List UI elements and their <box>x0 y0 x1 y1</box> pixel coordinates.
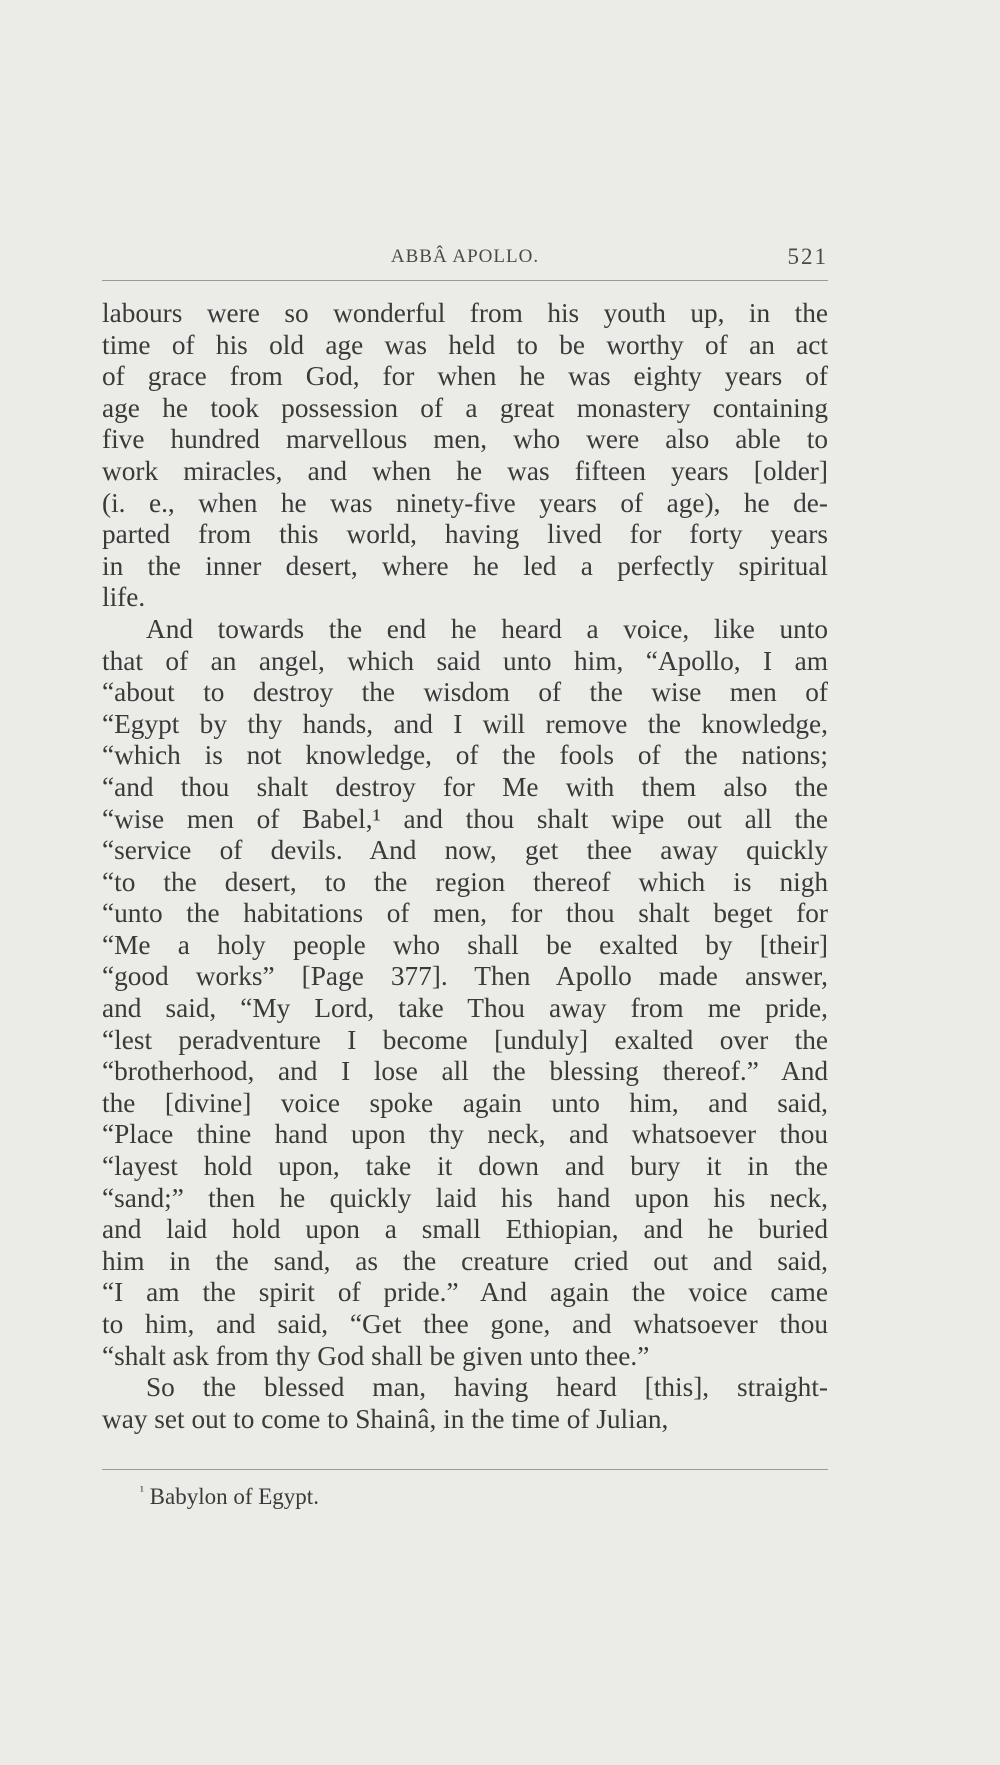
text-line: “service of devils. And now, get thee away quickly <box>102 835 828 866</box>
text-line: and laid hold upon a small Ethiopian, and he buried <box>102 1214 828 1245</box>
text-line: “Me a holy people who shall be exalted by [their] <box>102 929 828 960</box>
text-line: the [divine] voice spoke again unto him, and said, <box>102 1087 828 1118</box>
running-title: ABBÂ APOLLO. <box>390 246 540 267</box>
text-line: labours were so wonderful from his youth up, in the <box>102 298 828 328</box>
text-line: way set out to come to Shainâ, in the time of Julian, <box>102 1403 669 1434</box>
text-line: “and thou shalt destroy for Me with them also the <box>102 771 828 802</box>
text-line: age he took possession of a great monastery containing <box>102 392 828 423</box>
footnote-marker: ¹ <box>140 1483 144 1498</box>
text-line: “wise men of Babel,¹ and thou shalt wipe out all the <box>102 803 828 834</box>
footnote-rule <box>102 1469 828 1470</box>
text-line: “layest hold upon, take it down and bury it in the <box>102 1151 828 1182</box>
text-line: “Egypt by thy hands, and I will remove the knowledge, <box>102 708 828 739</box>
text-line: parted from this world, having lived for forty years <box>102 519 828 550</box>
text-line: time of his old age was held to be worthy of an act <box>102 329 828 360</box>
text-line: life. <box>102 582 146 613</box>
text-line: work miracles, and when he was fifteen years [older] <box>102 455 828 486</box>
text-line: “which is not knowledge, of the fools of the nations; <box>102 740 828 771</box>
text-line: “shalt ask from thy God shall be given unto thee.” <box>102 1340 650 1371</box>
text-line: him in the sand, as the creature cried out and said, <box>102 1245 828 1276</box>
text-line: “brotherhood, and I lose all the blessing thereof.” And <box>102 1056 828 1087</box>
page-number: 521 <box>787 244 828 269</box>
text-line: “about to destroy the wisdom of the wise men of <box>102 677 828 708</box>
text-line: “unto the habitations of men, for thou shalt beget for <box>102 898 828 929</box>
text-line: of grace from God, for when he was eighty years of <box>102 361 828 392</box>
text-line: “to the desert, to the region thereof which is nigh <box>102 866 828 897</box>
text-line: So the blessed man, having heard [this], straight- <box>146 1372 828 1403</box>
text-line: “Place thine hand upon thy neck, and whatsoever thou <box>102 1119 828 1150</box>
text-line: “sand;” then he quickly laid his hand upon his neck, <box>102 1182 828 1213</box>
text-line: “good works” [Page 377]. Then Apollo made answer, <box>102 961 828 992</box>
text-line: to him, and said, “Get thee gone, and whatsoever thou <box>102 1309 828 1339</box>
text-line: five hundred marvellous men, who were also able to <box>102 424 828 455</box>
body-text <box>102 298 828 1435</box>
text-line: And towards the end he heard a voice, like unto <box>146 613 828 644</box>
text-line: and said, “My Lord, take Thou away from me pride, <box>102 993 828 1024</box>
running-head <box>102 244 828 281</box>
footnote-text: Babylon of Egypt. <box>149 1484 319 1509</box>
text-line: “I am the spirit of pride.” And again the voice came <box>102 1277 828 1308</box>
text-line: “lest peradventure I become [unduly] exalted over the <box>102 1024 828 1055</box>
text-line: in the inner desert, where he led a perfectly spiritual <box>102 550 828 581</box>
text-line: that of an angel, which said unto him, “Apollo, I am <box>102 645 828 676</box>
text-line: (i. e., when he was ninety-five years of age), he de- <box>102 487 828 518</box>
footnote <box>140 1484 319 1510</box>
